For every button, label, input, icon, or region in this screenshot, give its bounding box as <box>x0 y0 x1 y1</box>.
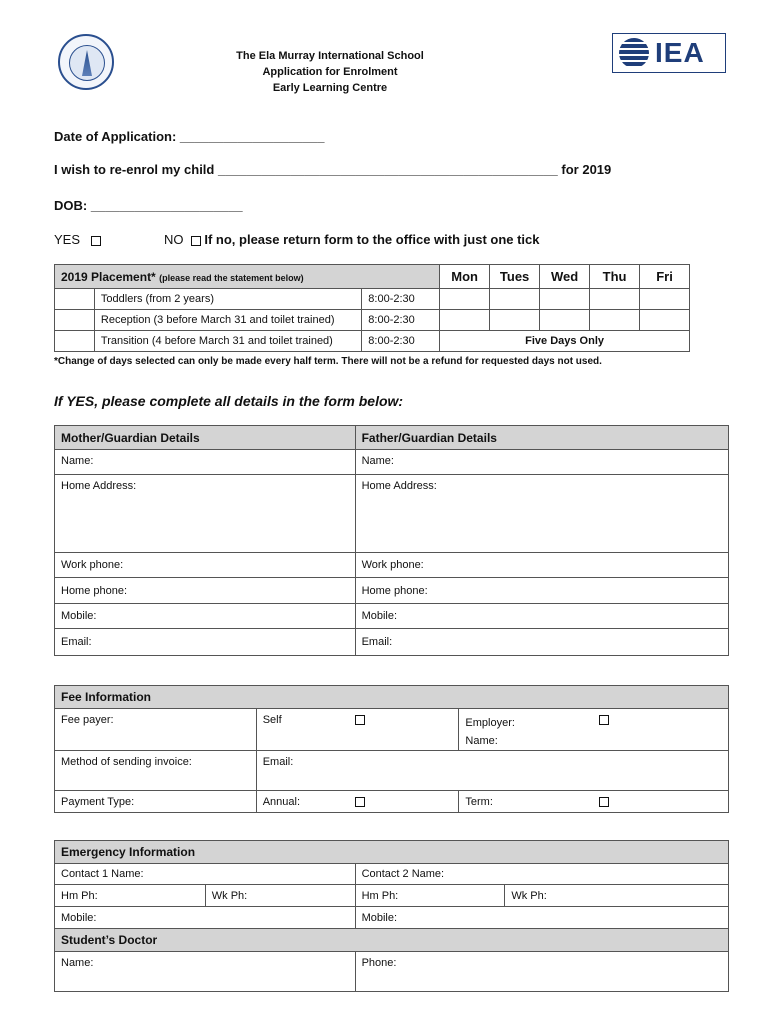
mother-work-phone-field[interactable]: Work phone: <box>55 553 356 578</box>
contact2-work-phone-field[interactable]: Wk Ph: <box>505 885 729 907</box>
fee-table <box>54 685 729 813</box>
father-home-phone-field[interactable]: Home phone: <box>355 578 728 604</box>
iea-logo: IEA <box>612 33 726 73</box>
self-checkbox[interactable] <box>355 715 365 725</box>
annual-option[interactable]: Annual: <box>256 791 459 813</box>
fee-payer-label: Fee payer: <box>55 709 257 751</box>
emergency-table <box>54 840 729 992</box>
globe-icon <box>619 38 649 68</box>
form-title: Application for Enrolment <box>262 66 398 78</box>
five-days-only: Five Days Only <box>440 331 690 352</box>
father-address-field[interactable]: Home Address: <box>355 475 728 553</box>
placement-note: *Change of days selected can only be made every half term. There will not be a refund for requested days not used. <box>54 356 602 367</box>
contact1-work-phone-field[interactable]: Wk Ph: <box>205 885 355 907</box>
placement-title-cell: 2019 Placement* (please read the statement below) <box>55 265 440 289</box>
yes-checkbox[interactable] <box>91 236 101 246</box>
no-instruction: If no, please return form to the office with just one tick <box>204 232 540 247</box>
day-tues: Tues <box>490 265 540 289</box>
form-header <box>180 48 480 96</box>
placement-select-cell[interactable] <box>55 310 95 331</box>
emergency-header: Emergency Information <box>55 841 729 864</box>
day-fri: Fri <box>640 265 690 289</box>
placement-select-cell[interactable] <box>55 331 95 352</box>
fee-self-option[interactable]: Self <box>256 709 459 751</box>
centre-name: Early Learning Centre <box>272 82 388 94</box>
yes-option[interactable]: YES <box>54 232 101 247</box>
contact2-home-phone-field[interactable]: Hm Ph: <box>355 885 505 907</box>
placement-row-reception: Reception (3 before March 31 and toilet trained) 8:00-2:30 <box>55 310 690 331</box>
doctor-phone-field[interactable]: Phone: <box>355 952 728 992</box>
guardian-table <box>54 425 729 656</box>
father-mobile-field[interactable]: Mobile: <box>355 604 728 629</box>
school-name: The Ela Murray International School <box>236 50 424 62</box>
day-mon: Mon <box>440 265 490 289</box>
day-wed: Wed <box>540 265 590 289</box>
school-seal-logo <box>58 34 114 90</box>
contact2-mobile-field[interactable]: Mobile: <box>355 907 728 929</box>
mother-home-phone-field[interactable]: Home phone: <box>55 578 356 604</box>
fee-employer-option[interactable]: Employer: Name: <box>459 709 729 751</box>
invoice-method-label: Method of sending invoice: <box>55 751 257 791</box>
father-name-field[interactable]: Name: <box>355 450 728 475</box>
placement-row-toddlers: Toddlers (from 2 years) 8:00-2:30 <box>55 289 690 310</box>
details-heading: If YES, please complete all details in the form below: <box>54 393 404 409</box>
doctor-name-field[interactable]: Name: <box>55 952 356 992</box>
employer-checkbox[interactable] <box>599 715 609 725</box>
day-thu: Thu <box>590 265 640 289</box>
placement-row-transition: Transition (4 before March 31 and toilet trained) 8:00-2:30 Five Days Only <box>55 331 690 352</box>
employer-name-field[interactable]: Name: <box>465 735 498 747</box>
contact1-home-phone-field[interactable]: Hm Ph: <box>55 885 206 907</box>
fee-header: Fee Information <box>55 686 729 709</box>
placement-select-cell[interactable] <box>55 289 95 310</box>
father-work-phone-field[interactable]: Work phone: <box>355 553 728 578</box>
mother-header: Mother/Guardian Details <box>55 426 356 450</box>
placement-table <box>54 264 690 352</box>
term-option[interactable]: Term: <box>459 791 729 813</box>
doctor-header: Student’s Doctor <box>55 929 729 952</box>
annual-checkbox[interactable] <box>355 797 365 807</box>
mother-mobile-field[interactable]: Mobile: <box>55 604 356 629</box>
father-email-field[interactable]: Email: <box>355 629 728 656</box>
reenrol-field[interactable]: I wish to re-enrol my child _______________________________________________ for 2019 <box>54 162 612 177</box>
no-option[interactable]: NO If no, please return form to the office with just one tick <box>164 232 540 247</box>
contact2-name-field[interactable]: Contact 2 Name: <box>355 864 728 885</box>
contact1-mobile-field[interactable]: Mobile: <box>55 907 356 929</box>
dob-field[interactable]: DOB: _____________________ <box>54 198 243 213</box>
mother-name-field[interactable]: Name: <box>55 450 356 475</box>
no-checkbox[interactable] <box>191 236 201 246</box>
mother-address-field[interactable]: Home Address: <box>55 475 356 553</box>
father-header: Father/Guardian Details <box>355 426 728 450</box>
payment-type-label: Payment Type: <box>55 791 257 813</box>
mother-email-field[interactable]: Email: <box>55 629 356 656</box>
contact1-name-field[interactable]: Contact 1 Name: <box>55 864 356 885</box>
invoice-email-field[interactable]: Email: <box>256 751 728 791</box>
application-date-field[interactable]: Date of Application: ____________________ <box>54 129 325 144</box>
term-checkbox[interactable] <box>599 797 609 807</box>
